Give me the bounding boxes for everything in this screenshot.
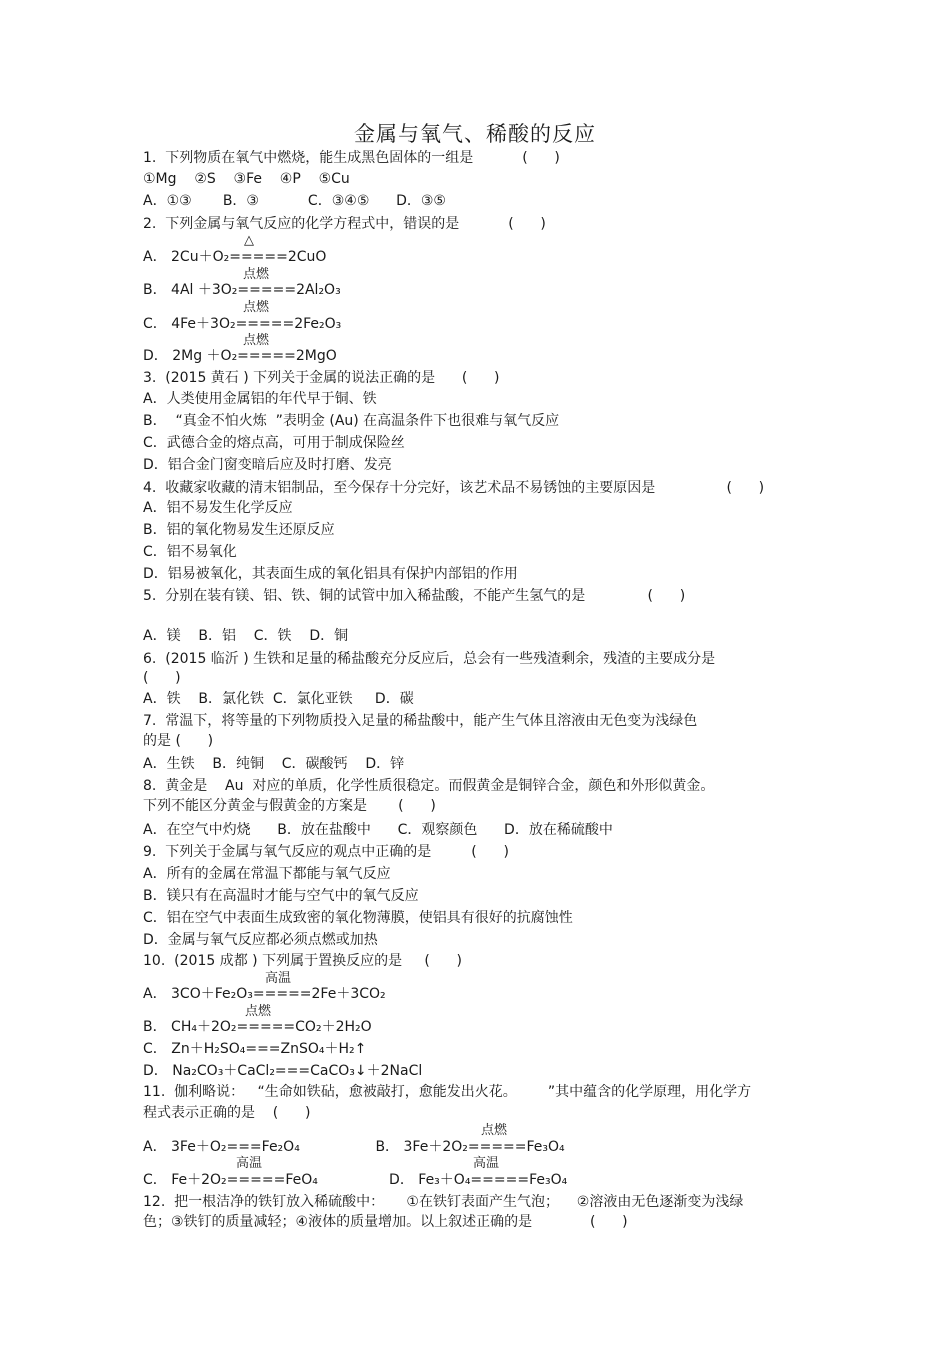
text-line: A．镁 B．铝 C．铁 D．铜 (143, 628, 349, 644)
text-line: C． Zn＋H₂SO₄===ZnSO₄＋H₂↑ (143, 1041, 367, 1057)
text-line: B． “真金不怕火炼 ”表明金 (Au) 在高温条件下也很难与氧气反应 (143, 413, 560, 429)
text-line: 2. 下列金属与氧气反应的化学方程式中，错误的是 ( ) (143, 216, 546, 232)
text-line: C．武德合金的熔点高，可用于制成保险丝 (143, 435, 405, 451)
text-line: A．铝不易发生化学反应 (143, 500, 293, 516)
text-line: A．人类使用金属铝的年代早于铜、铁 (143, 391, 377, 407)
page-title: 金属与氧气、稀酸的反应 (354, 122, 596, 146)
text-line: C． 4Fe＋3O₂=====2Fe₂O₃ (143, 316, 342, 332)
text-line: D．铝易被氧化，其表面生成的氧化铝具有保护内部铝的作用 (143, 566, 518, 582)
text-line: C．铝在空气中表面生成致密的氧化物薄膜，使铝具有很好的抗腐蚀性 (143, 910, 573, 926)
text-line: C． Fe＋2O₂=====FeO₄ D． Fe₃＋O₄=====Fe₃O₄ (143, 1172, 568, 1188)
text-line: A．所有的金属在常温下都能与氧气反应 (143, 866, 391, 882)
text-line: B． CH₄＋2O₂=====CO₂＋2H₂O (143, 1019, 372, 1035)
text-line: C．铝不易氧化 (143, 544, 237, 560)
text-line: D．金属与氧气反应都必须点燃或加热 (143, 932, 378, 948)
text-line: 1. 下列物质在氧气中燃烧，能生成黑色固体的一组是 ( ) (143, 150, 560, 166)
text-line: ①Mg ②S ③Fe ④P ⑤Cu (143, 171, 350, 187)
text-line: 6. (2015 临沂 ) 生铁和足量的稀盐酸充分反应后，总会有一些残渣剩余，残渣的主要成分是 (143, 651, 716, 667)
text-line: D． Na₂CO₃＋CaCl₂===CaCO₃↓＋2NaCl (143, 1063, 423, 1079)
reaction-condition-label: 点燃 (243, 300, 270, 315)
text-line: 5. 分别在装有镁、铝、铁、铜的试管中加入稀盐酸，不能产生氢气的是 ( ) (143, 588, 686, 604)
text-line: B． 4Al ＋3O₂=====2Al₂O₃ (143, 282, 341, 298)
reaction-condition-label: △ (244, 233, 254, 248)
text-line: A． 3Fe＋O₂===Fe₂O₄ B． 3Fe＋2O₂=====Fe₃O₄ (143, 1139, 565, 1155)
text-line: 色；③铁钉的质量减轻；④液体的质量增加。以上叙述正确的是 ( ) (143, 1214, 628, 1230)
reaction-condition-label: 高温 (265, 971, 292, 986)
text-line: 4. 收藏家收藏的清末铝制品，至今保存十分完好，该艺术品不易锈蚀的主要原因是 ( ) (143, 480, 765, 496)
text-line: A． 2Cu＋O₂=====2CuO (143, 249, 327, 265)
text-line: 3. (2015 黄石 ) 下列关于金属的说法正确的是 ( ) (143, 370, 500, 386)
text-line: 程式表示正确的是 ( ) (143, 1105, 311, 1121)
text-line: 9. 下列关于金属与氧气反应的观点中正确的是 ( ) (143, 844, 509, 860)
text-line: 7. 常温下，将等量的下列物质投入足量的稀盐酸中，能产生气体且溶液由无色变为浅绿色 (143, 713, 698, 729)
text-line: B．铝的氧化物易发生还原反应 (143, 522, 335, 538)
text-line: B．镁只有在高温时才能与空气中的氧气反应 (143, 888, 419, 904)
text-line: ( ) (143, 670, 181, 686)
text-line: D． 2Mg ＋O₂=====2MgO (143, 348, 337, 364)
text-line: A．铁 B．氯化铁 C．氯化亚铁 D．碳 (143, 691, 414, 707)
reaction-condition-label: 点燃 (481, 1123, 508, 1138)
text-line: A．生铁 B．纯铜 C．碳酸钙 D．锌 (143, 756, 405, 772)
text-line: 10. (2015 成都 ) 下列属于置换反应的是 ( ) (143, 953, 462, 969)
text-line: A．在空气中灼烧 B．放在盐酸中 C．观察颜色 D．放在稀硫酸中 (143, 822, 613, 838)
text-line: 下列不能区分黄金与假黄金的方案是 ( ) (143, 798, 436, 814)
text-line: A． 3CO＋Fe₂O₃=====2Fe＋3CO₂ (143, 986, 386, 1002)
reaction-condition-label: 点燃 (243, 333, 270, 348)
text-line: 12. 把一根洁净的铁钉放入稀硫酸中： ①在铁钉表面产生气泡； ②溶液由无色逐渐变为浅绿 (143, 1194, 744, 1210)
text-line: A．①③ B．③ C．③④⑤ D．③⑤ (143, 193, 446, 209)
text-line: 的是 ( ) (143, 733, 214, 749)
text-line: D．铝合金门窗变暗后应及时打磨、发亮 (143, 457, 392, 473)
reaction-condition-label: 点燃 (243, 267, 270, 282)
reaction-condition-label: 高温 (473, 1156, 500, 1171)
text-line: 8. 黄金是 Au 对应的单质，化学性质很稳定。而假黄金是铜锌合金，颜色和外形似黄金。 (143, 778, 715, 794)
text-line: 11. 伽利略说： “生命如铁砧，愈被敲打，愈能发出火花。 ”其中蕴含的化学原理，用化学方 (143, 1084, 752, 1100)
reaction-condition-label: 点燃 (245, 1004, 272, 1019)
reaction-condition-label: 高温 (236, 1156, 263, 1171)
